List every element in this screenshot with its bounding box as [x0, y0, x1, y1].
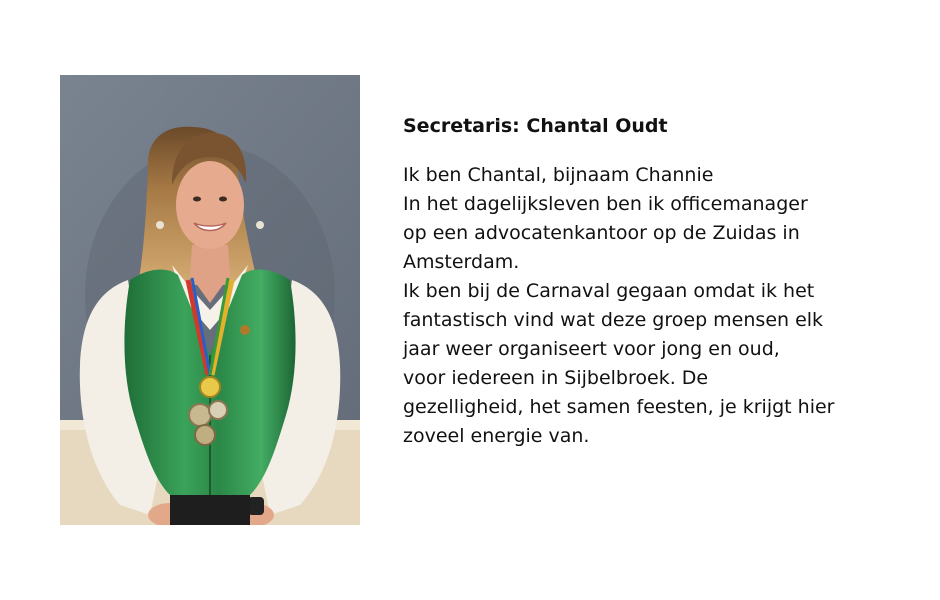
bio-body [403, 161, 873, 451]
bio-line: Amsterdam. [403, 251, 520, 273]
bio-line: zoveel energie van. [403, 425, 590, 447]
bio-line: fantastisch vind wat deze groep mensen elk [403, 309, 824, 331]
portrait-photo [60, 75, 360, 525]
bio-title: Secretaris: Chantal Oudt [403, 115, 668, 137]
bio-line: op een advocatenkantoor op de Zuidas in [403, 222, 800, 244]
bio-line: In het dagelijksleven ben ik officemanager [403, 193, 808, 215]
bio-line: Ik ben Chantal, bijnaam Channie [403, 164, 714, 186]
bio-line: Ik ben bij de Carnaval gegaan omdat ik het [403, 280, 815, 302]
bio-line: jaar weer organiseert voor jong en oud, [403, 338, 780, 360]
portrait-illustration [60, 75, 360, 525]
bio-section [403, 114, 873, 451]
bio-line: gezelligheid, het samen feesten, je krijgt hier [403, 396, 835, 418]
bio-line: voor iedereen in Sijbelbroek. De [403, 367, 709, 389]
